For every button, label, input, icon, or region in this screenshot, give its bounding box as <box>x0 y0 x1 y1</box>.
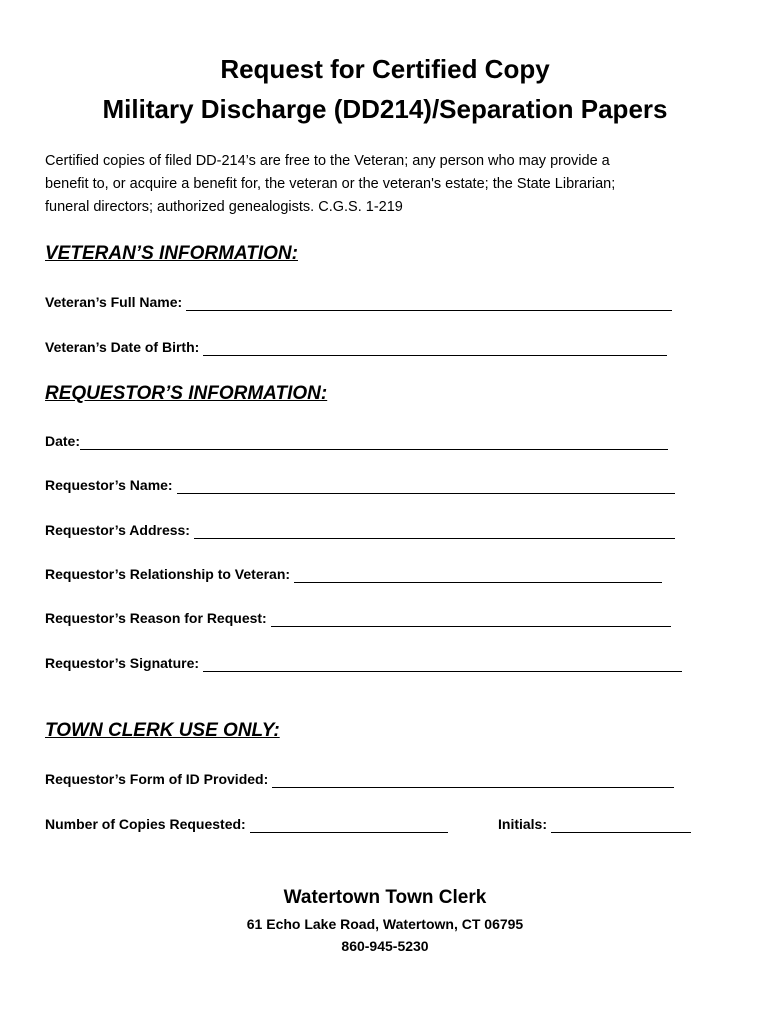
town-clerk-phone: 860-945-5230 <box>341 938 429 954</box>
initials-row <box>498 815 691 833</box>
request-date-field[interactable] <box>80 435 668 450</box>
title-line-2: Military Discharge (DD214)/Separation Papers <box>102 94 668 124</box>
copies-requested-label: Number of Copies Requested: <box>45 816 246 832</box>
request-date-row <box>45 432 668 450</box>
veteran-dob-field[interactable] <box>203 341 667 356</box>
veteran-section-heading: VETERAN’S INFORMATION: <box>45 243 298 264</box>
id-provided-field[interactable] <box>272 773 674 788</box>
requestor-relationship-field[interactable] <box>294 568 662 583</box>
veteran-full-name-row <box>45 293 672 311</box>
title-line-1: Request for Certified Copy <box>220 54 550 84</box>
intro-line-2: benefit to, or acquire a benefit for, the veteran or the veteran's estate; the State Librarian; <box>45 176 616 192</box>
copies-requested-field[interactable] <box>250 818 448 833</box>
initials-field[interactable] <box>551 818 691 833</box>
requestor-signature-row <box>45 654 682 672</box>
copies-requested-row <box>45 815 448 833</box>
request-date-label: Date: <box>45 433 81 449</box>
veteran-full-name-field[interactable] <box>186 296 672 311</box>
requestor-section-heading: REQUESTOR’S INFORMATION: <box>45 383 328 404</box>
intro-line-3: funeral directors; authorized genealogists. C.G.S. 1-219 <box>45 199 403 215</box>
requestor-reason-row <box>45 609 671 627</box>
requestor-address-field[interactable] <box>194 524 675 539</box>
id-provided-label: Requestor’s Form of ID Provided: <box>45 771 269 787</box>
veteran-dob-row <box>45 338 667 356</box>
requestor-name-row <box>45 476 675 494</box>
requestor-signature-field[interactable] <box>203 657 682 672</box>
requestor-name-field[interactable] <box>177 479 675 494</box>
town-clerk-section-heading: TOWN CLERK USE ONLY: <box>45 720 280 741</box>
requestor-reason-field[interactable] <box>271 612 671 627</box>
requestor-name-label: Requestor’s Name: <box>45 477 173 493</box>
veteran-dob-label: Veteran’s Date of Birth: <box>45 339 200 355</box>
requestor-address-label: Requestor’s Address: <box>45 522 190 538</box>
id-provided-row <box>45 770 674 788</box>
town-clerk-address: 61 Echo Lake Road, Watertown, CT 06795 <box>246 916 524 932</box>
veteran-full-name-label: Veteran’s Full Name: <box>45 294 183 310</box>
requestor-relationship-row <box>45 565 662 583</box>
initials-label: Initials: <box>498 816 548 832</box>
requestor-address-row <box>45 521 675 539</box>
requestor-reason-label: Requestor’s Reason for Request: <box>45 610 267 626</box>
requestor-signature-label: Requestor’s Signature: <box>45 655 200 671</box>
requestor-relationship-label: Requestor’s Relationship to Veteran: <box>45 566 291 582</box>
intro-paragraph <box>45 150 735 219</box>
intro-line-1: Certified copies of filed DD-214’s are free to the Veteran; any person who may provide a <box>45 153 610 169</box>
town-clerk-name: Watertown Town Clerk <box>283 887 487 908</box>
